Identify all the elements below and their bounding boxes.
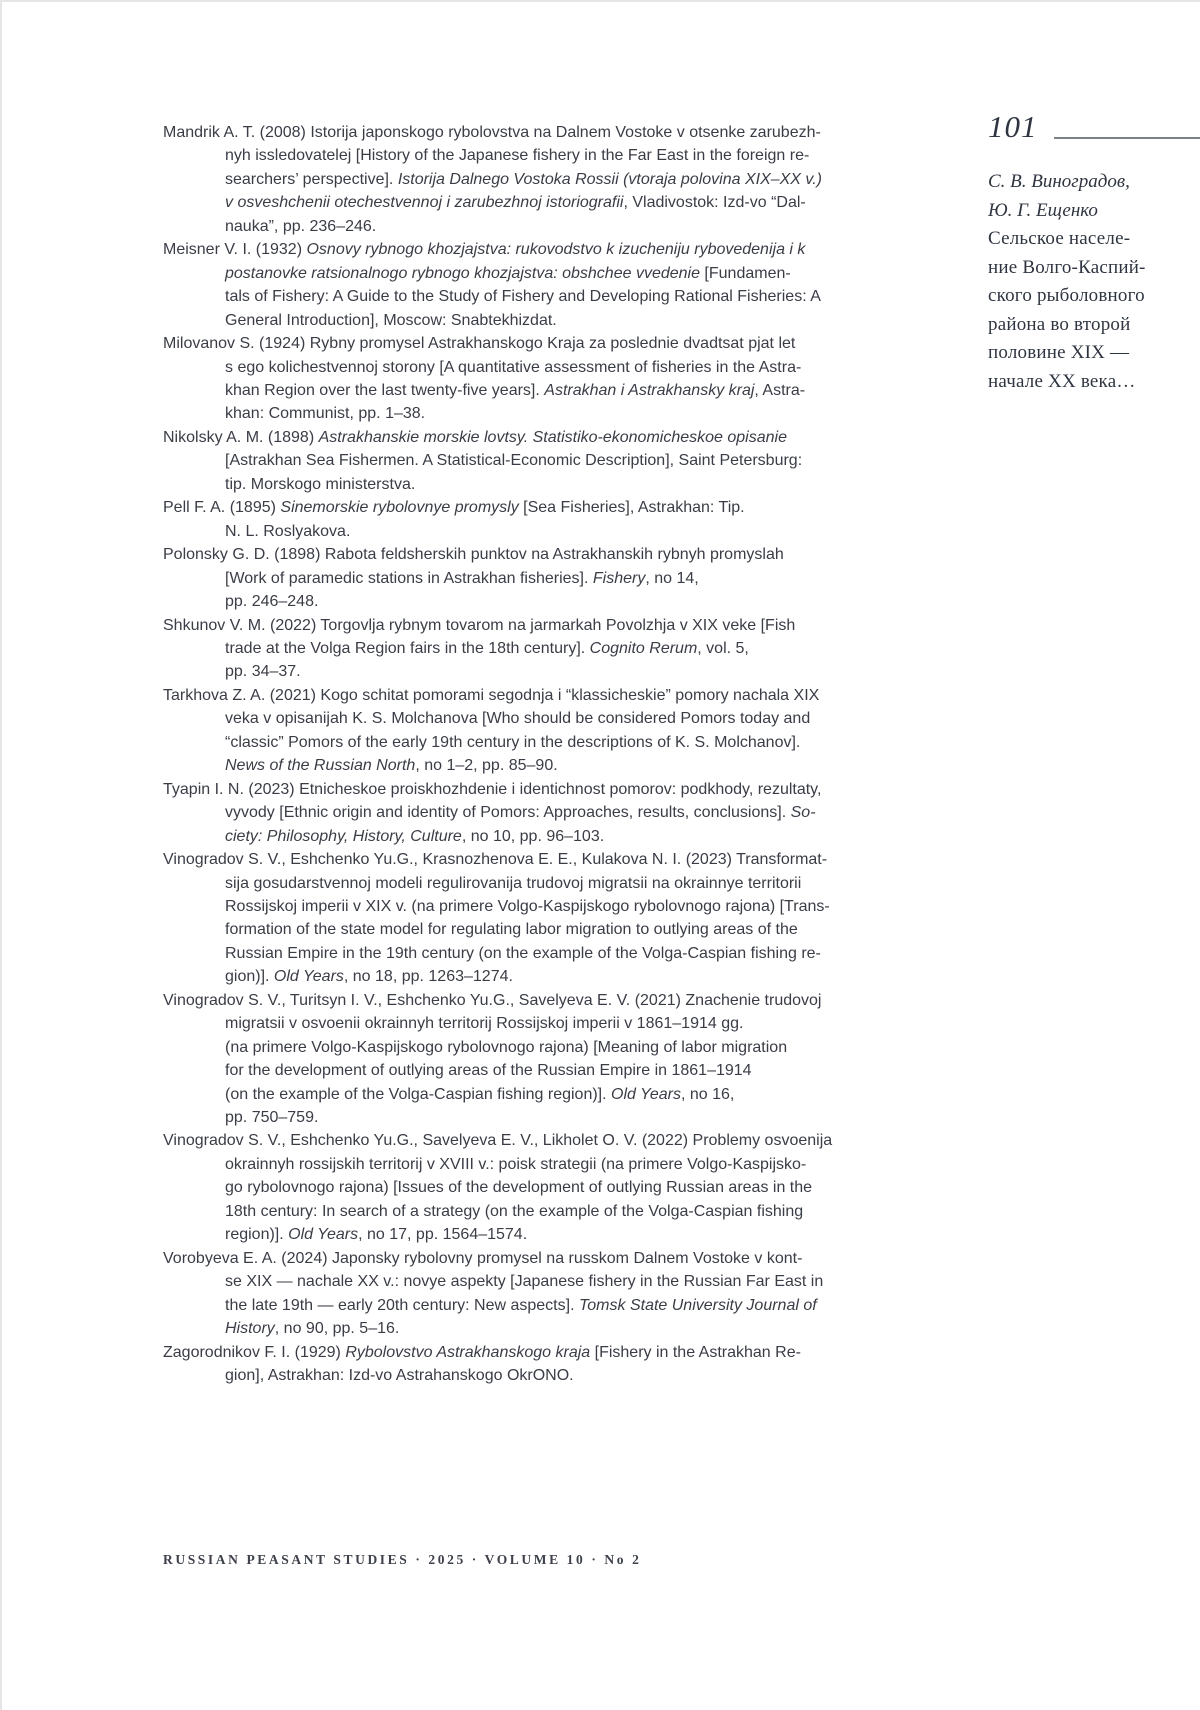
reference-line: Vorobyeva E. A. (2024) Japonsky rybolovny promysel na russkom Dalnem Vostoke v kont- [163,1249,803,1267]
article-title-line: Сельское населе- [988,228,1131,249]
reference-line: gion], Astrakhan: Izd-vo Astrahanskogo OkrONO. [225,1367,574,1385]
reference-line: Tyapin I. N. (2023) Etnicheskoe proiskhozhdenie i identichnost pomorov: podkhody, rezultaty, [163,780,822,798]
article-title-line: ского рыболовного [988,285,1145,306]
reference-line: Russian Empire in the 19th century (on the example of the Volga-Caspian fishing re- [225,944,821,962]
references-list [163,121,885,1387]
reference-line: Mandrik A. T. (2008) Istorija japonskogo rybolovstva na Dalnem Vostoke v otsenke zarubezh- [163,124,821,141]
reference-line: tals of Fishery: A Guide to the Study of Fishery and Developing Rational Fisheries: A [225,288,821,306]
reference-line: Nikolsky A. M. (1898) Astrakhanskie morskie lovtsy. Statistiko-ekonomicheskoe opisanie [163,428,787,446]
reference-line: [Work of paramedic stations in Astrakhan fisheries]. Fishery, no 14, [225,569,699,587]
reference-line: News of the Russian North, no 1–2, pp. 85–90. [225,757,558,775]
reference-line: formation of the state model for regulating labor migration to outlying areas of the [225,921,798,939]
reference-line: searchers’ perspective]. Istorija Dalnego Vostoka Rossii (vtoraja polovina XIX–XX v.) [225,170,823,188]
reference-line: trade at the Volga Region fairs in the 18th century]. Cognito Rerum, vol. 5, [225,639,749,657]
reference-entry [163,496,885,543]
reference-line: N. L. Roslyakova. [225,522,351,540]
reference-line: Zagorodnikov F. I. (1929) Rybolovstvo Astrakhanskogo kraja [Fishery in the Astrakhan Re- [163,1343,801,1361]
reference-line: pp. 246–248. [225,593,319,611]
reference-line: “classic” Pomors of the early 19th century in the descriptions of K. S. Molchanov]. [225,733,801,751]
reference-line: vyvody [Ethnic origin and identity of Pomors: Approaches, results, conclusions]. So- [225,804,816,822]
reference-entry [163,1341,885,1388]
article-title-line: ние Волго-Каспий- [988,256,1146,278]
reference-entry [163,778,885,848]
reference-entry [163,121,885,238]
reference-line: s ego kolichestvennoj storony [A quantitative assessment of fisheries in the Astra- [225,358,802,376]
reference-line: (on the example of the Volga-Caspian fishing region)]. Old Years, no 16, [225,1085,735,1103]
reference-entry [163,1129,885,1246]
reference-line: [Astrakhan Sea Fishermen. A Statistical-Economic Description], Saint Petersburg: [225,452,803,470]
journal-footer: RUSSIAN PEASANT STUDIES · 2025 · VOLUME 10 · No 2 [163,1552,642,1567]
reference-entry [163,332,885,426]
reference-entry [163,989,885,1130]
page-number: 101 [988,109,1038,144]
article-title-line: половине XIX — [988,342,1130,363]
page-number-row [988,110,1200,144]
reference-line: Milovanov S. (1924) Rybny promysel Astrakhanskogo Kraja za poslednie dvadtsat pjat let [163,335,796,353]
author-name: Ю. Г. Ещенко [988,199,1098,221]
reference-entry [163,426,885,496]
reference-line: postanovke ratsionalnogo rybnogo khozjajstva: obshchee vvedenie [Fundamen- [225,264,791,282]
reference-line: Tarkhova Z. A. (2021) Kogo schitat pomorami segodnja i “klassicheskie” pomory nachala XIX [163,686,820,704]
author-name: С. В. Виноградов, [988,171,1130,192]
reference-line: se XIX — nachale XX v.: novye aspekty [Japanese fishery in the Russian Far East in [225,1273,824,1291]
reference-line: khan Region over the last twenty-five years]. Astrakhan i Astrakhansky kraj, Astra- [225,381,806,399]
reference-line: nyh issledovatelej [History of the Japanese fishery in the Far East in the foreign re- [225,147,810,165]
reference-line: go rybolovnogo rajona) [Issues of the development of outlying Russian areas in the [225,1179,813,1197]
reference-line: General Introduction], Moscow: Snabtekhizdat. [225,311,557,329]
article-title-line: района во второй [988,313,1131,335]
reference-line: veka v opisanijah K. S. Molchanova [Who should be considered Pomors today and [225,710,811,728]
reference-line: Pell F. A. (1895) Sinemorskie rybolovnye promysly [Sea Fisheries], Astrakhan: Tip. [163,499,745,517]
reference-line: v osveshchenii otechestvennoj i zarubezhnoj istoriografii, Vladivostok: Izd-vo “Dal- [225,194,806,212]
reference-line: (na primere Volgo-Kaspijskogo rybolovnogo rajona) [Meaning of labor migration [225,1038,788,1056]
reference-line: Polonsky G. D. (1898) Rabota feldsherskih punktov na Astrakhanskih rybnyh promyslah [163,546,784,564]
reference-line: History, no 90, pp. 5–16. [225,1320,400,1338]
reference-line: khan: Communist, pp. 1–38. [225,405,426,423]
reference-entry [163,848,885,989]
article-title-line: начале XX века… [988,370,1136,392]
reference-line: Vinogradov S. V., Turitsyn I. V., Eshchenko Yu.G., Savelyeva E. V. (2021) Znachenie trudovoj [163,991,822,1009]
reference-line: okrainnyh rossijskih territorij v XVIII v.: poisk strategii (na primere Volgo-Kaspijsko- [225,1155,807,1173]
article-authors [988,168,1200,225]
reference-line: Shkunov V. M. (2022) Torgovlja rybnym tovarom na jarmarkah Povolzhja v XIX veke [Fish [163,616,796,634]
reference-line: Meisner V. I. (1932) Osnovy rybnogo khozjajstva: rukovodstvo k izucheniju rybovedenija i k [163,241,806,259]
reference-line: the late 19th — early 20th century: New aspects]. Tomsk State University Journal of [225,1296,817,1314]
reference-entry [163,1247,885,1341]
sidebar [988,110,1200,396]
reference-line: pp. 34–37. [225,663,301,681]
reference-entry [163,684,885,778]
reference-line: sija gosudarstvennoj modeli regulirovanija trudovoj migratsii na okrainnye territorii [225,874,802,892]
reference-entry [163,614,885,684]
reference-line: nauka”, pp. 236–246. [225,217,377,235]
reference-line: Vinogradov S. V., Eshchenko Yu.G., Krasnozhenova E. E., Kulakova N. I. (2023) Transformat- [163,851,828,869]
reference-line: tip. Morskogo ministerstva. [225,475,416,493]
reference-line: gion)]. Old Years, no 18, pp. 1263–1274. [225,968,513,986]
reference-line: migratsii v osvoenii okrainnyh territorij Rossijskoj imperii v 1861–1914 gg. [225,1015,744,1033]
reference-line: ciety: Philosophy, History, Culture, no 10, pp. 96–103. [225,827,605,845]
article-title [988,225,1200,396]
reference-line: region)]. Old Years, no 17, pp. 1564–1574. [225,1226,528,1244]
reference-line: Vinogradov S. V., Eshchenko Yu.G., Savelyeva E. V., Likholet O. V. (2022) Problemy osvoenija [163,1132,833,1150]
reference-entry [163,543,885,613]
reference-line: 18th century: In search of a strategy (on the example of the Volga-Caspian fishing [225,1202,804,1220]
reference-line: pp. 750–759. [225,1109,319,1127]
reference-entry [163,238,885,332]
page-number-rule [1054,137,1200,139]
reference-line: Rossijskoj imperii v XIX v. (na primere Volgo-Kaspijskogo rybolovnogo rajona) [Trans- [225,897,830,915]
reference-line: for the development of outlying areas of the Russian Empire in 1861–1914 [225,1062,752,1080]
